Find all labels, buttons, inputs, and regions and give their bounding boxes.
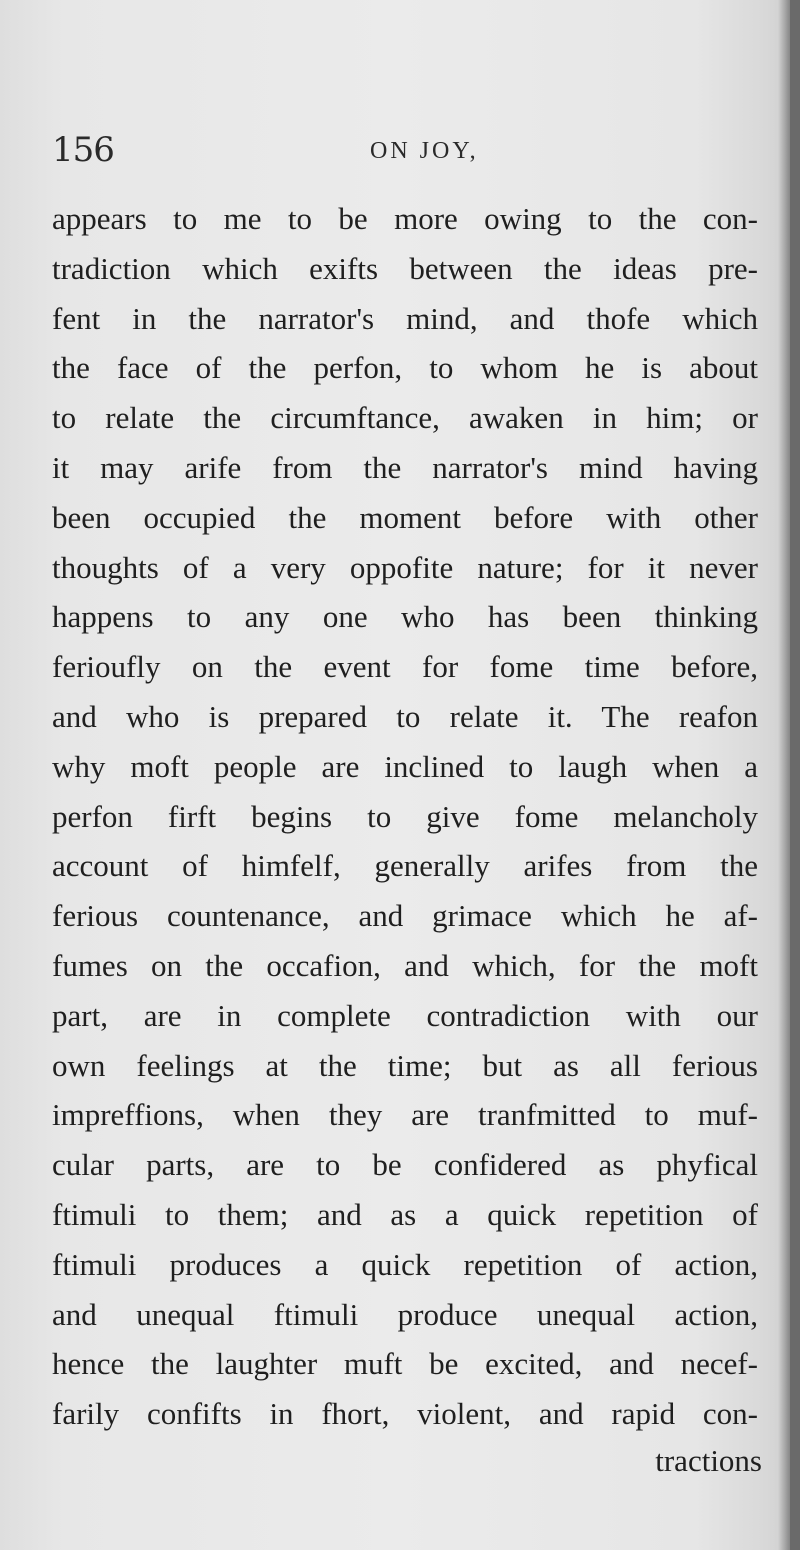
body-text [52, 194, 758, 1439]
text-line: it may arife from the narrator's mind having [52, 449, 758, 485]
catchword: tractions [655, 1443, 762, 1478]
text-line: hence the laughter muft be excited, and necef- [52, 1346, 758, 1382]
text-line: been occupied the moment before with other [52, 499, 758, 535]
text-line: ftimuli produces a quick repetition of action, [52, 1246, 758, 1282]
text-line: appears to me to be more owing to the con- [52, 201, 758, 236]
text-line: own feelings at the time; but as all ferious [52, 1047, 758, 1083]
text-line: fent in the narrator's mind, and thofe which [52, 300, 758, 336]
text-line: thoughts of a very oppofite nature; for it never [52, 549, 758, 585]
text-line: the face of the perfon, to whom he is about [52, 350, 758, 386]
text-line: tradiction which exifts between the ideas pre- [52, 250, 758, 286]
text-line: to relate the circumftance, awaken in him; or [52, 400, 758, 436]
text-line: farily confifts in fhort, violent, and rapid con- [52, 1396, 758, 1432]
text-line: cular parts, are to be confidered as phyfical [52, 1147, 758, 1183]
text-line: why moft people are inclined to laugh when a [52, 748, 758, 784]
text-line: perfon firft begins to give fome melancholy [52, 798, 758, 834]
text-line: and who is prepared to relate it. The reafon [52, 698, 758, 734]
text-line: ftimuli to them; and as a quick repetition of [52, 1196, 758, 1232]
text-line: impreffions, when they are tranfmitted to muf- [52, 1097, 758, 1133]
page-edge-shadow [778, 0, 790, 1550]
text-line: part, are in complete contradiction with our [52, 997, 758, 1033]
text-line: account of himfelf, generally arifes from the [52, 848, 758, 884]
text-line: ferious countenance, and grimace which he af- [52, 898, 758, 934]
text-line: fumes on the occafion, and which, for the moft [52, 947, 758, 983]
page-header [52, 130, 760, 180]
text-line: happens to any one who has been thinking [52, 599, 758, 635]
running-title: ON JOY, [370, 138, 479, 164]
page-number: 156 [52, 130, 114, 170]
text-line: and unequal ftimuli produce unequal action, [52, 1296, 758, 1332]
text-line: ferioufly on the event for fome time before, [52, 649, 758, 685]
